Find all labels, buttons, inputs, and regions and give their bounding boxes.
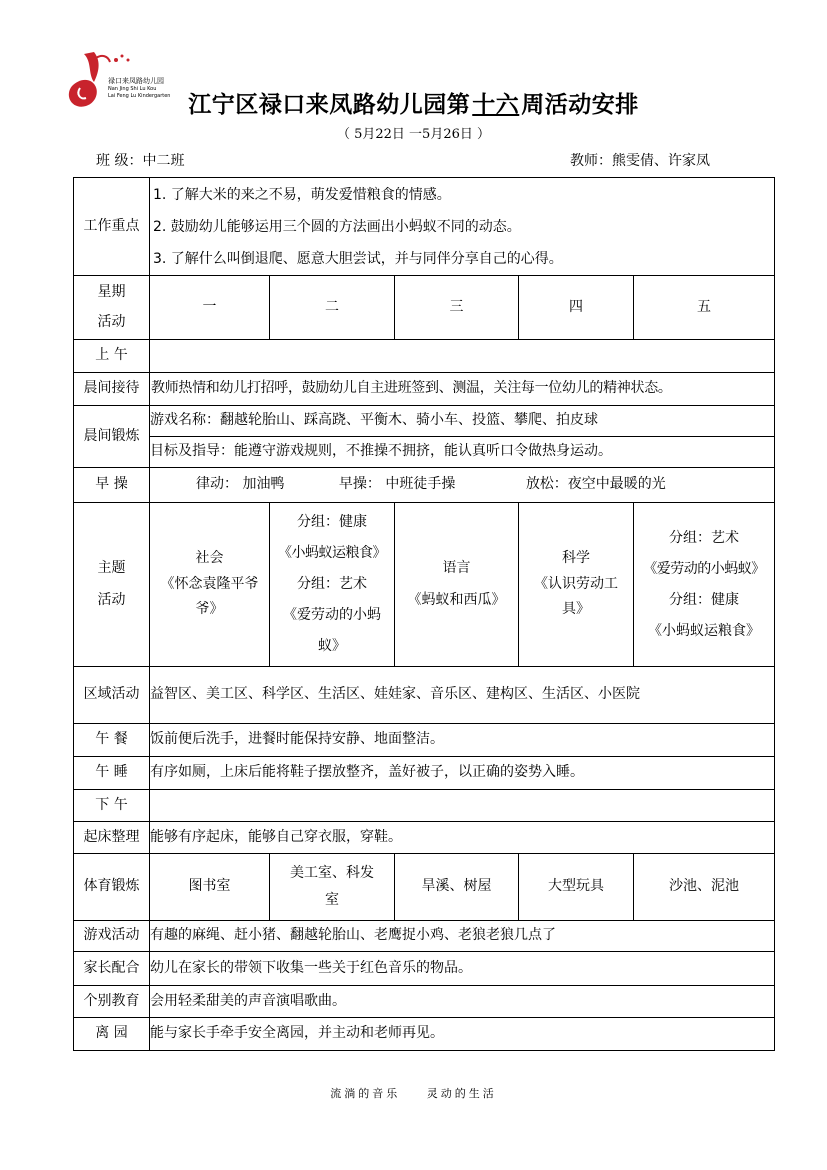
table-row xyxy=(74,724,775,757)
nap-label: 午 睡 xyxy=(74,757,150,790)
table-row xyxy=(74,757,775,790)
afternoon-label: 下 午 xyxy=(74,790,150,822)
lunch-cell: 饭前便后洗手，进餐时能保持安静、地面整洁。 xyxy=(150,724,775,757)
wake-label: 起床整理 xyxy=(74,822,150,854)
theme-wed: 语言 《蚂蚁和西瓜》 xyxy=(395,503,519,667)
weekday-wed: 三 xyxy=(395,276,519,340)
weekday-fri: 五 xyxy=(634,276,775,340)
parent-label: 家长配合 xyxy=(74,952,150,986)
relax-text: 放松：夜空中最暖的光 xyxy=(525,476,666,493)
game-cell: 有趣的麻绳、赶小猪、翻越轮胎山、老鹰捉小鸡、老狼老狼几点了 xyxy=(150,921,775,952)
morning-cell xyxy=(150,340,775,373)
morning-ex-label: 早 操 xyxy=(74,468,150,503)
table-row xyxy=(74,437,775,468)
footer-right: 灵动的生活 xyxy=(426,1087,497,1100)
theme-label: 主题 活动 xyxy=(74,503,150,667)
area-cell: 益智区、美工区、科学区、生活区、娃娃家、音乐区、建构区、生活区、小医院 xyxy=(150,667,775,724)
afternoon-cell xyxy=(150,790,775,822)
weekday-mon: 一 xyxy=(150,276,270,340)
reception-cell: 教师热情和幼儿打招呼，鼓励幼儿自主进班签到、测温，关注每一位幼儿的精神状态。 xyxy=(150,373,775,406)
lunch-label: 午 餐 xyxy=(74,724,150,757)
wake-cell: 能够有序起床，能够自己穿衣服，穿鞋。 xyxy=(150,822,775,854)
table-row xyxy=(74,854,775,921)
logo-text-en: Nan Jing Shi Lu Kou Lai Feng Lu Kindergarten xyxy=(108,86,171,99)
footer-left: 流淌的音乐 xyxy=(330,1087,401,1100)
table-row xyxy=(74,178,775,276)
table-row xyxy=(74,822,775,854)
leave-label: 离 园 xyxy=(74,1018,150,1051)
logo-text: 禄口来凤路幼儿园 xyxy=(108,77,164,85)
table-row xyxy=(74,468,775,503)
exercise-label: 晨间锻炼 xyxy=(74,406,150,468)
footer-slogan xyxy=(0,1085,827,1101)
class-label: 班 级：中二班 xyxy=(96,153,185,169)
leave-cell: 能与家长手牵手安全离园，并主动和老师再见。 xyxy=(150,1018,775,1051)
work-focus-item: 1. 了解大米的来之不易，萌发爱惜粮食的情感。 xyxy=(153,186,451,203)
work-focus-cell xyxy=(150,178,775,276)
nap-cell: 有序如厕，上床后能将鞋子摆放整齐，盖好被子，以正确的姿势入睡。 xyxy=(150,757,775,790)
individual-cell: 会用轻柔甜美的声音演唱歌曲。 xyxy=(150,986,775,1018)
theme-tue: 分组：健康 《小蚂蚁运粮食》 分组：艺术 《爱劳动的小蚂 蚁》 xyxy=(270,503,395,667)
table-row xyxy=(74,373,775,406)
page-title: 江宁区禄口来凤路幼儿园第十六周活动安排 xyxy=(188,91,639,118)
weekday-thu: 四 xyxy=(519,276,634,340)
table-row xyxy=(74,503,775,667)
work-focus-item: 2. 鼓励幼儿能够运用三个圆的方法画出小蚂蚁不同的动态。 xyxy=(153,218,521,235)
sports-wed: 旱溪、树屋 xyxy=(395,854,519,921)
individual-label: 个别教育 xyxy=(74,986,150,1018)
reception-label: 晨间接待 xyxy=(74,373,150,406)
work-focus-item: 3. 了解什么叫倒退爬、愿意大胆尝试，并与同伴分享自己的心得。 xyxy=(153,250,563,267)
weekday-tue: 二 xyxy=(270,276,395,340)
sports-tue: 美工室、科发 室 xyxy=(270,854,395,921)
theme-fri: 分组：艺术 《爱劳动的小蚂蚁》 分组：健康 《小蚂蚁运粮食》 xyxy=(634,503,775,667)
table-row xyxy=(74,986,775,1018)
exercise-goal: 目标及指导：能遵守游戏规则，不推操不拥挤，能认真听口令做热身运动。 xyxy=(150,437,775,468)
morning-label: 上 午 xyxy=(74,340,150,373)
table-row xyxy=(74,921,775,952)
teacher-label: 教师：熊雯倩、许家凤 xyxy=(570,153,710,169)
table-row xyxy=(74,790,775,822)
table-row xyxy=(74,1018,775,1051)
sports-fri: 沙池、泥池 xyxy=(634,854,775,921)
schedule-table xyxy=(73,177,775,1051)
sports-thu: 大型玩具 xyxy=(519,854,634,921)
parent-cell: 幼儿在家长的带领下收集一些关于红色音乐的物品。 xyxy=(150,952,775,986)
rhythm-text: 律动： 加油鸭 xyxy=(196,476,285,493)
sports-mon: 图书室 xyxy=(150,854,270,921)
game-label: 游戏活动 xyxy=(74,921,150,952)
table-row xyxy=(74,276,775,340)
table-row xyxy=(74,667,775,724)
exercise-games: 游戏名称：翻越轮胎山、踩高跷、平衡木、骑小车、投篮、攀爬、拍皮球 xyxy=(150,406,775,437)
table-row xyxy=(74,952,775,986)
weekday-label: 星期 活动 xyxy=(74,276,150,340)
sports-label: 体育锻炼 xyxy=(74,854,150,921)
theme-mon: 社会 《怀念袁隆平爷 爷》 xyxy=(150,503,270,667)
theme-thu: 科学 《认识劳动工 具》 xyxy=(519,503,634,667)
table-row xyxy=(74,340,775,373)
table-row xyxy=(74,406,775,437)
work-focus-label: 工作重点 xyxy=(74,178,150,276)
date-range: （ 5月22日 一5月26日 ） xyxy=(336,127,491,142)
morning-ex-text: 早操： 中班徒手操 xyxy=(338,476,456,493)
area-label: 区域活动 xyxy=(74,667,150,724)
morning-ex-cell xyxy=(150,468,775,503)
